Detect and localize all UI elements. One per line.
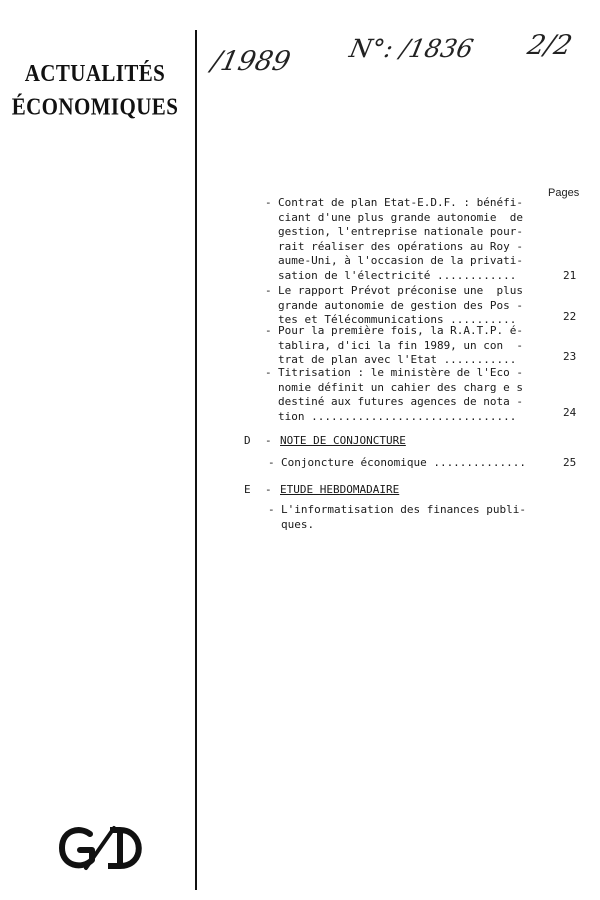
entry-line: rait réaliser des opérations au Roy - (278, 239, 524, 253)
handwritten-page: 2/2 (524, 30, 575, 61)
entry-line: Le rapport Prévot préconise une plus (278, 284, 524, 297)
handwritten-number: N°: /1836 (346, 34, 476, 63)
masthead (4, 57, 186, 124)
entry-line: trat de plan avec l'Etat ........... (278, 353, 517, 367)
entry-dash: - (265, 366, 272, 379)
entry-dash: - (268, 456, 275, 469)
entry-dash: - (265, 196, 272, 209)
entry-line: Contrat de plan Etat-E.D.F. : bénéfi- (278, 196, 524, 209)
entry-line: tes et Télécommunications .......... (278, 313, 517, 327)
section-dash: - (265, 483, 272, 496)
vertical-divider (195, 30, 197, 890)
entry-line: tion ............................... (278, 409, 517, 423)
handwritten-year: /1989 (208, 46, 294, 77)
entry-line: nomie définit un cahier des charg e s (278, 380, 524, 394)
entry-text (278, 196, 523, 284)
entry-text (278, 366, 523, 424)
entry-line: L'informatisation des finances publi- (281, 503, 527, 516)
masthead-line-1: ACTUALITÉS (24, 59, 166, 87)
entry-line: grande autonomie de gestion des Pos - (278, 298, 524, 312)
entry-line: destiné aux futures agences de nota - (278, 395, 524, 409)
entry-page-number: 25 (563, 456, 577, 469)
entry-line: tablira, d'ici la fin 1989, un con - (278, 338, 524, 352)
entry-page-number: 24 (563, 406, 577, 419)
entry-text (278, 284, 523, 328)
entry-line: gestion, l'entreprise nationale pour- (278, 225, 524, 239)
entry-line: ques. (281, 518, 315, 531)
section-dash: - (265, 434, 272, 447)
section-letter: E (244, 483, 251, 496)
section-title: NOTE DE CONJONCTURE (280, 434, 406, 447)
entry-line: ciant d'une plus grande autonomie de (278, 210, 524, 224)
entry-line: Conjoncture économique .............. (281, 456, 527, 469)
entry-line: Pour la première fois, la R.A.T.P. é- (278, 324, 524, 337)
entry-dash: - (268, 503, 275, 516)
entry-line: aume-Uni, à l'occasion de la privati- (278, 254, 524, 268)
entry-line: sation de l'électricité ............ (278, 268, 517, 282)
publisher-logo (56, 822, 152, 874)
section-letter: D (244, 434, 251, 447)
entry-page-number: 22 (563, 310, 577, 323)
pages-column-header: Pages (548, 187, 580, 199)
entry-page-number: 21 (563, 269, 577, 282)
entry-text (278, 324, 523, 368)
entry-page-number: 23 (563, 350, 577, 363)
entry-dash: - (265, 284, 272, 297)
section-title: ETUDE HEBDOMADAIRE (280, 483, 400, 496)
entry-line: Titrisation : le ministère de l'Eco - (278, 366, 524, 379)
entry-dash: - (265, 324, 272, 337)
masthead-line-2: ÉCONOMIQUES (11, 92, 179, 121)
